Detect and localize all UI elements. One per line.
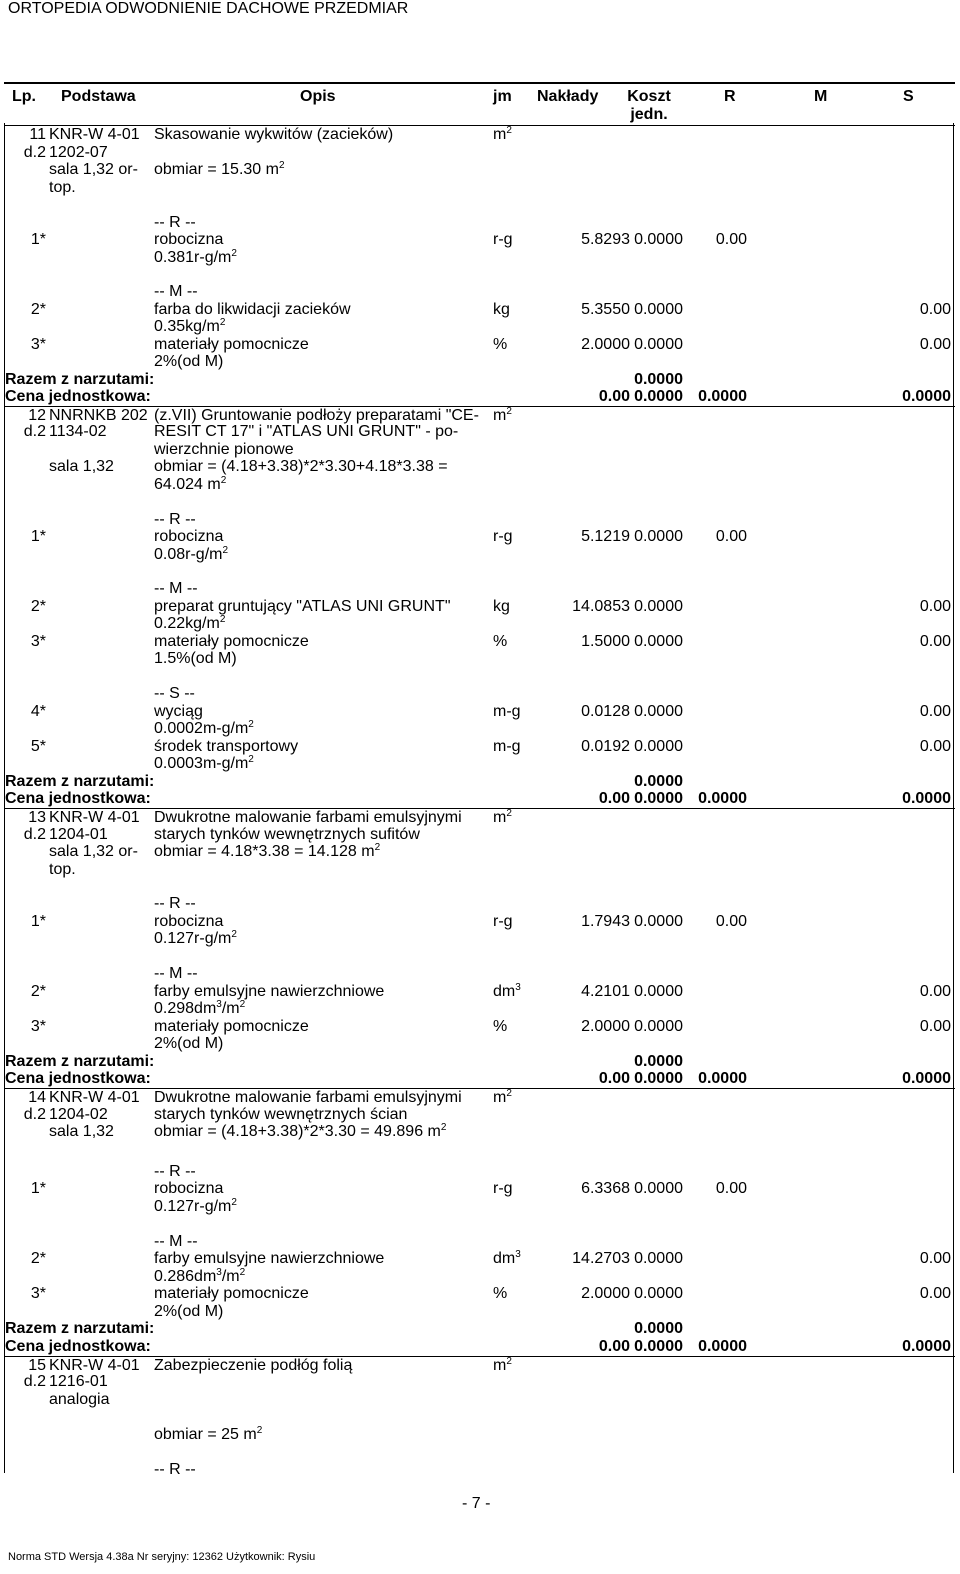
cell-opis: -- M -- [154, 965, 198, 982]
cell-m: 0.0000 [902, 1070, 951, 1087]
cell-jm: $m^2$ [493, 1088, 512, 1106]
table-row [4, 214, 955, 232]
cell-label: Razem z narzutami: [5, 1320, 155, 1337]
cell-podstawa: 1202-07 [49, 144, 108, 161]
cell-opis: robocizna [154, 528, 224, 545]
cell-opis: materiały pomocnicze [154, 336, 309, 353]
table-row [4, 1123, 955, 1141]
cell-podstawa: KNR-W 4-01 [49, 126, 140, 143]
cell-podstawa: 1204-02 [49, 1106, 108, 1123]
cell-koszt: 0.0000 [634, 738, 683, 755]
cell-lp: 3* [30, 1285, 46, 1302]
cell-opis: -- S -- [154, 685, 195, 702]
cell-r: 0.0000 [698, 1070, 747, 1087]
cell-naklady: 0.0192 [581, 738, 630, 755]
cell-naklady: 5.8293 [581, 231, 630, 248]
cell-opis: farby emulsyjne nawierzchniowe [154, 983, 385, 1000]
cell-jm: $m^2$ [493, 1356, 512, 1374]
cell-lp: 14 [28, 1089, 46, 1106]
cell-label: Razem z narzutami: [5, 1053, 155, 1070]
table-row [4, 983, 955, 1001]
cell-s: 0.00 [919, 738, 951, 755]
cell-r: 0.0000 [698, 1338, 747, 1355]
summary-row [4, 1053, 955, 1071]
cell-label: Cena jednostkowa: [5, 1338, 151, 1355]
table-row [4, 1373, 955, 1391]
cell-naklady: 14.0853 [572, 598, 630, 615]
cell-opis: materiały pomocnicze [154, 633, 309, 650]
cell-opis: -- M -- [154, 1233, 198, 1250]
cell-opis: $0.286dm^3/m^2$ [154, 1267, 246, 1285]
cell-naklady: 0.00 [598, 388, 630, 405]
table-row [4, 528, 955, 546]
cell-naklady: 2.0000 [581, 1018, 630, 1035]
cell-lp: 2* [30, 301, 46, 318]
cell-jm: $m^2$ [493, 406, 512, 424]
cell-lp: 1* [30, 528, 46, 545]
table-row [4, 546, 955, 564]
table-row [4, 615, 955, 633]
table-row [4, 580, 955, 598]
cell-label: Cena jednostkowa: [5, 388, 151, 405]
header-m: M [814, 88, 828, 105]
table-row [4, 1180, 955, 1198]
cell-opis: wierzchnie pionowe [154, 441, 294, 458]
table-row [4, 1106, 955, 1124]
cell-naklady: 0.0128 [581, 703, 630, 720]
summary-row [4, 1320, 955, 1338]
cell-podstawa: 1134-02 [49, 423, 107, 440]
header-lp: Lp. [12, 88, 36, 105]
summary-row [4, 790, 955, 808]
cell-opis: Dwukrotne malowanie farbami emulsyjnymi [154, 1089, 462, 1106]
cell-koszt: 0.0000 [634, 371, 683, 388]
cell-lp: 3* [30, 336, 46, 353]
table-row [4, 598, 955, 616]
cell-podstawa: KNR-W 4-01 [49, 1089, 140, 1106]
cell-naklady: 14.2703 [572, 1250, 630, 1267]
summary-row [4, 1070, 955, 1088]
cell-jm: % [493, 336, 508, 353]
cell-naklady: 2.0000 [581, 336, 630, 353]
cell-m: 0.00 [919, 301, 951, 318]
cell-podstawa: top. [49, 861, 76, 878]
table-row [4, 755, 955, 773]
table-row [4, 930, 955, 948]
cell-opis: $0.127r-g/m^2$ [154, 1197, 237, 1215]
summary-row [4, 1338, 955, 1356]
table-row [4, 808, 955, 827]
table-row [4, 895, 955, 913]
table-row [4, 423, 955, 441]
cell-jm: kg [493, 301, 510, 318]
cell-naklady: 4.2101 [581, 983, 630, 1000]
table-row [4, 231, 955, 249]
cell-opis: $0.0002m-g/m^2$ [154, 719, 254, 737]
cell-jm: r-g [493, 913, 513, 930]
cell-jm: m-g [493, 738, 521, 755]
table-row [4, 720, 955, 738]
table-row [4, 633, 955, 651]
cell-lp: d.2 [23, 144, 46, 161]
cell-lp: 1* [30, 231, 46, 248]
cell-jm: $m^2$ [493, 808, 512, 826]
cell-podstawa: KNR-W 4-01 [49, 809, 140, 826]
cell-lp: 1* [30, 1180, 46, 1197]
cell-koszt: 0.0000 [634, 528, 683, 545]
cell-koszt: 0.0000 [634, 1285, 683, 1302]
cell-jm: % [493, 1285, 508, 1302]
cell-m: 0.00 [919, 1250, 951, 1267]
cell-opis: obmiar = 15.30 $m^2$ [154, 160, 285, 178]
table-row [4, 476, 955, 494]
cell-podstawa: sala 1,32 [49, 458, 114, 475]
cell-naklady: 5.1219 [581, 528, 630, 545]
cell-naklady: 6.3368 [581, 1180, 630, 1197]
cell-opis: -- M -- [154, 283, 198, 300]
table-row [4, 336, 955, 354]
cell-lp: 3* [30, 1018, 46, 1035]
table-row [4, 1391, 955, 1409]
table-row [4, 144, 955, 162]
cell-label: Razem z narzutami: [5, 371, 155, 388]
cell-opis: $0.08r-g/m^2$ [154, 545, 229, 563]
cell-koszt: 0.0000 [634, 336, 683, 353]
table-row [4, 965, 955, 983]
cell-opis: $0.22kg/m^2$ [154, 614, 226, 632]
cell-label: Cena jednostkowa: [5, 790, 151, 807]
cell-lp: 1* [30, 913, 46, 930]
table-row [4, 685, 955, 703]
cell-opis: $0.298dm^3/m^2$ [154, 999, 246, 1017]
table-row [4, 353, 955, 371]
cell-koszt: 0.0000 [634, 1053, 683, 1070]
header-r: R [724, 88, 736, 105]
cell-opis: $0.0003m-g/m^2$ [154, 754, 254, 772]
cell-lp: d.2 [23, 423, 46, 440]
cell-opis: Zabezpieczenie podłóg folią [154, 1357, 353, 1374]
cell-opis: obmiar = 25 $m^2$ [154, 1425, 263, 1443]
cell-m: 0.00 [919, 633, 951, 650]
cell-opis: -- R -- [154, 1163, 196, 1180]
cell-label: Cena jednostkowa: [5, 1070, 151, 1087]
cell-lp: 3* [30, 633, 46, 650]
cell-opis: 2%(od M) [154, 353, 224, 370]
table-row [4, 179, 955, 197]
footer: Norma STD Wersja 4.38a Nr seryjny: 12362 Użytkownik: Rysiu [8, 1551, 316, 1563]
page-number: - 7 - [462, 1495, 491, 1512]
cell-opis: materiały pomocnicze [154, 1285, 309, 1302]
cell-podstawa: 1204-01 [49, 826, 108, 843]
table-row [4, 249, 955, 267]
cell-r: 0.0000 [698, 388, 747, 405]
cell-opis: farba do likwidacji zacieków [154, 301, 351, 318]
cell-opis: 64.024 $m^2$ [154, 475, 227, 493]
cell-koszt: 0.0000 [634, 1018, 683, 1035]
cell-opis: $0.381r-g/m^2$ [154, 248, 237, 266]
cell-opis: 2%(od M) [154, 1303, 224, 1320]
cell-r: 0.00 [715, 913, 747, 930]
cell-podstawa: KNR-W 4-01 [49, 1357, 140, 1374]
cell-podstawa: analogia [49, 1391, 110, 1408]
cell-lp: 12 [28, 407, 46, 424]
table-row [4, 318, 955, 336]
summary-row [4, 773, 955, 791]
table-row [4, 458, 955, 476]
cell-opis: -- R -- [154, 895, 196, 912]
cell-opis: -- R -- [154, 214, 196, 231]
cell-podstawa: NNRNKB 202 [49, 407, 148, 424]
table-row [4, 1163, 955, 1181]
cell-m: 0.00 [919, 1018, 951, 1035]
table-row [4, 1088, 955, 1107]
cell-koszt: 0.0000 [634, 1338, 683, 1355]
cell-lp: d.2 [23, 1106, 46, 1123]
cell-opis: $0.127r-g/m^2$ [154, 929, 237, 947]
cell-jm: % [493, 1018, 508, 1035]
cell-opis: robocizna [154, 231, 224, 248]
table-row [4, 161, 955, 179]
table-row [4, 913, 955, 931]
cell-podstawa: sala 1,32 or- [49, 843, 138, 860]
cell-koszt: 0.0000 [634, 913, 683, 930]
cell-opis: (z.VII) Gruntowanie podłoży preparatami "CE- [154, 407, 479, 424]
cell-opis: -- M -- [154, 580, 198, 597]
cell-opis: RESIT CT 17" i "ATLAS UNI GRUNT" - po- [154, 423, 459, 440]
table-header [4, 82, 955, 126]
cell-koszt: 0.0000 [634, 231, 683, 248]
page-title: ORTOPEDIA ODWODNIENIE DACHOWE PRZEDMIAR [8, 0, 409, 17]
cell-opis: Skasowanie wykwitów (zacieków) [154, 126, 394, 143]
cell-m: 0.00 [919, 1285, 951, 1302]
cell-koszt: 0.0000 [634, 1250, 683, 1267]
cell-lp: 5* [30, 738, 46, 755]
cell-opis: preparat gruntujący "ATLAS UNI GRUNT" [154, 598, 451, 615]
cell-podstawa: sala 1,32 [49, 1123, 114, 1140]
cell-jm: $dm^3$ [493, 1249, 521, 1267]
cell-opis: farby emulsyjne nawierzchniowe [154, 1250, 385, 1267]
cell-lp: 4* [30, 703, 46, 720]
table-row [4, 1250, 955, 1268]
cell-m: 0.0000 [902, 388, 951, 405]
cell-opis: obmiar = (4.18+3.38)*2*3.30+4.18*3.38 = [154, 458, 448, 475]
cell-r: 0.0000 [698, 790, 747, 807]
cell-koszt: 0.0000 [634, 983, 683, 1000]
cell-lp: d.2 [23, 1373, 46, 1390]
cell-lp: 13 [28, 809, 46, 826]
table-row [4, 1198, 955, 1216]
cell-opis: materiały pomocnicze [154, 1018, 309, 1035]
summary-row [4, 388, 955, 406]
cell-r: 0.00 [715, 528, 747, 545]
table-row [4, 1233, 955, 1251]
cell-opis: 2%(od M) [154, 1035, 224, 1052]
table-row [4, 1303, 955, 1321]
table-row [4, 1268, 955, 1286]
cell-naklady: 1.5000 [581, 633, 630, 650]
cell-r: 0.00 [715, 231, 747, 248]
cell-m: 0.0000 [902, 790, 951, 807]
table-row [4, 843, 955, 861]
table-row [4, 738, 955, 756]
cell-koszt: 0.0000 [634, 301, 683, 318]
cell-opis: obmiar = (4.18+3.38)*2*3.30 = 49.896 $m^2$ [154, 1122, 447, 1140]
cell-koszt: 0.0000 [634, 388, 683, 405]
cell-jm: % [493, 633, 508, 650]
cell-jm: $dm^3$ [493, 982, 521, 1000]
table-row [4, 126, 955, 144]
cell-opis: starych tynków wewnętrznych ścian [154, 1106, 408, 1123]
cell-naklady: 0.00 [598, 1070, 630, 1087]
cell-opis: środek transportowy [154, 738, 299, 755]
table-row [4, 511, 955, 529]
cell-opis: 1.5%(od M) [154, 650, 237, 667]
cell-opis: obmiar = 4.18*3.38 = 14.128 $m^2$ [154, 842, 381, 860]
header-podstawa: Podstawa [61, 88, 136, 105]
cell-lp: d.2 [23, 826, 46, 843]
cell-jm: kg [493, 598, 510, 615]
cell-naklady: 0.00 [598, 790, 630, 807]
cell-podstawa: sala 1,32 or- [49, 161, 138, 178]
table-row [4, 283, 955, 301]
cell-naklady: 0.00 [598, 1338, 630, 1355]
cell-s: 0.00 [919, 703, 951, 720]
cell-m: 0.0000 [902, 1338, 951, 1355]
summary-row [4, 371, 955, 389]
header-opis: Opis [300, 88, 336, 105]
cell-koszt: 0.0000 [634, 773, 683, 790]
table-row [4, 1461, 955, 1479]
cell-lp: 2* [30, 983, 46, 1000]
cell-jm: $m^2$ [493, 125, 512, 143]
cell-m: 0.00 [919, 983, 951, 1000]
cell-opis: $0.35kg/m^2$ [154, 317, 226, 335]
table-row [4, 1000, 955, 1018]
table-row [4, 301, 955, 319]
cell-koszt: 0.0000 [634, 703, 683, 720]
table-row [4, 861, 955, 879]
cell-koszt: 0.0000 [634, 790, 683, 807]
table-row [4, 650, 955, 668]
cell-lp: 2* [30, 1250, 46, 1267]
header-koszt: Koszt jedn. [627, 88, 671, 123]
header-s: S [903, 88, 914, 105]
table-row [4, 1285, 955, 1303]
table-row [4, 703, 955, 721]
table-row [4, 1426, 955, 1444]
cell-lp: 11 [29, 126, 46, 143]
cell-jm: r-g [493, 231, 513, 248]
cell-m: 0.00 [919, 336, 951, 353]
cell-lp: 15 [28, 1357, 46, 1374]
cell-koszt: 0.0000 [634, 1180, 683, 1197]
header-naklady: Nakłady [537, 88, 599, 105]
cell-m: 0.00 [919, 598, 951, 615]
cell-opis: Dwukrotne malowanie farbami emulsyjnymi [154, 809, 462, 826]
cell-label: Razem z narzutami: [5, 773, 155, 790]
cell-opis: robocizna [154, 1180, 224, 1197]
cell-jm: m-g [493, 703, 521, 720]
cell-podstawa: top. [49, 179, 76, 196]
cell-koszt: 0.0000 [634, 633, 683, 650]
cell-koszt: 0.0000 [634, 1070, 683, 1087]
cell-koszt: 0.0000 [634, 598, 683, 615]
table-row [4, 1035, 955, 1053]
cell-opis: robocizna [154, 913, 224, 930]
cell-opis: starych tynków wewnętrznych sufitów [154, 826, 420, 843]
cell-naklady: 1.7943 [581, 913, 630, 930]
cell-opis: -- R -- [154, 511, 196, 528]
table-row [4, 441, 955, 459]
cell-jm: r-g [493, 528, 513, 545]
cell-opis: -- R -- [154, 1461, 196, 1478]
cell-podstawa: 1216-01 [49, 1373, 108, 1390]
cell-naklady: 2.0000 [581, 1285, 630, 1302]
table-row [4, 826, 955, 844]
cell-naklady: 5.3550 [581, 301, 630, 318]
cell-opis: wyciąg [154, 703, 203, 720]
table-row [4, 1018, 955, 1036]
cell-koszt: 0.0000 [634, 1320, 683, 1337]
cell-jm: r-g [493, 1180, 513, 1197]
cell-lp: 2* [30, 598, 46, 615]
cell-r: 0.00 [715, 1180, 747, 1197]
header-jm: jm [493, 88, 512, 105]
